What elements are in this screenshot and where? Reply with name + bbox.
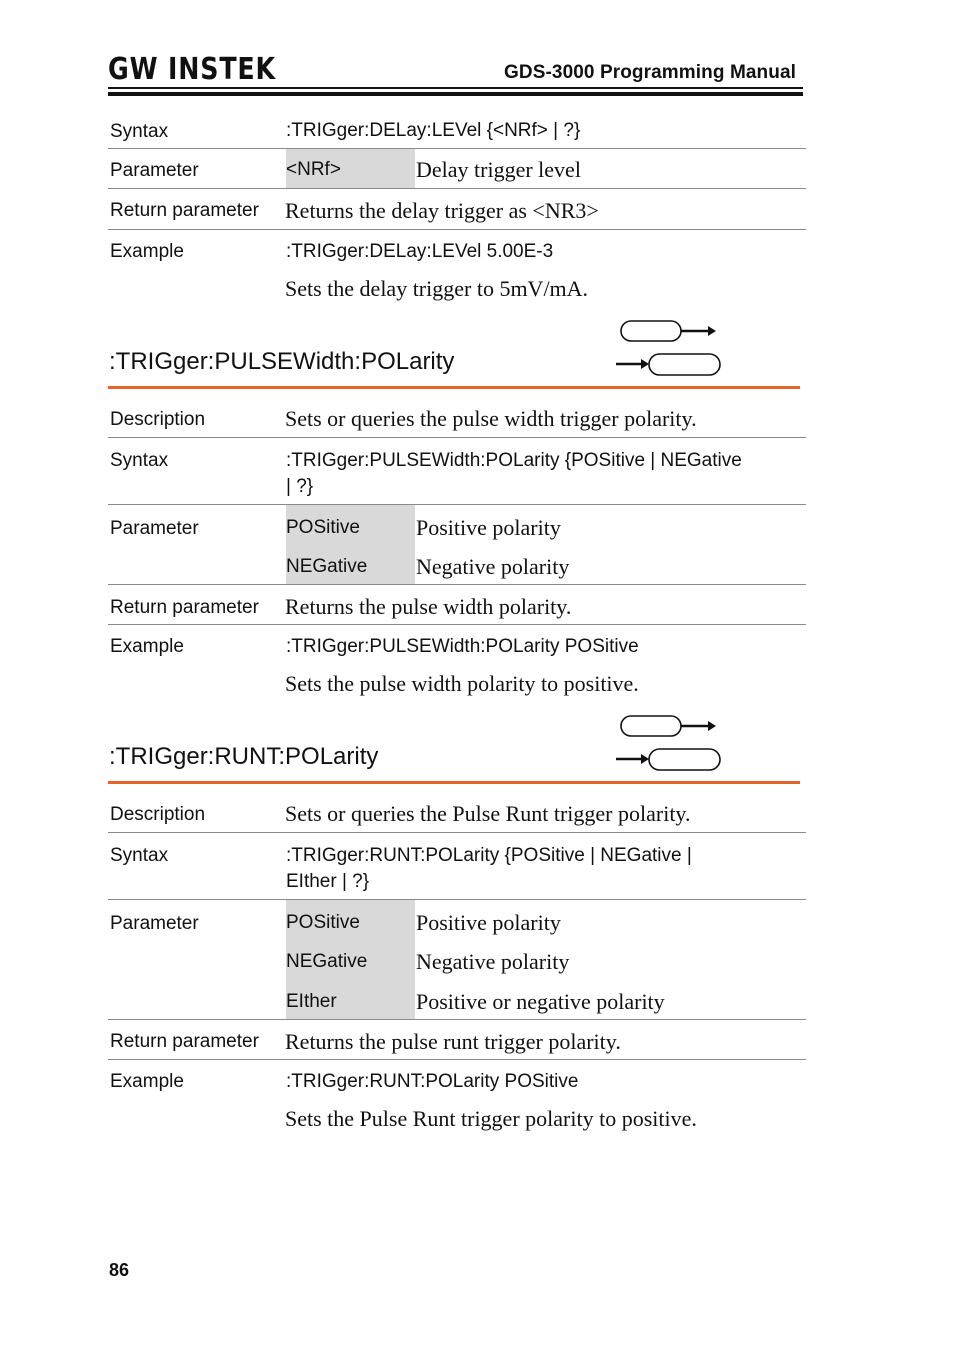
- example-description: Sets the pulse width polarity to positive.: [285, 671, 639, 696]
- param-desc: Positive polarity: [416, 515, 561, 540]
- return-text: Returns the pulse runt trigger polarity.: [285, 1029, 621, 1054]
- param-name: EIther: [286, 991, 337, 1012]
- pulse-example-row: [108, 625, 806, 705]
- set-query-icon: [612, 713, 724, 779]
- pulse-return-row: [108, 585, 806, 625]
- runt-syntax-row: [108, 833, 806, 900]
- section-rule: [108, 781, 800, 784]
- example-description: Sets the Pulse Runt trigger polarity to positive.: [285, 1106, 697, 1131]
- syntax-text: :TRIGger:DELay:LEVel {<NRf> | ?}: [286, 120, 581, 141]
- return-text: Returns the delay trigger as <NR3>: [285, 198, 599, 223]
- return-parameter-label: Return parameter: [110, 597, 259, 618]
- section-title: :TRIGger:RUNT:POLarity: [109, 743, 379, 770]
- return-parameter-label: Return parameter: [110, 1031, 259, 1052]
- example-label: Example: [110, 241, 184, 262]
- header-rule-thin: [108, 87, 803, 89]
- runt-parameter-row: [108, 900, 806, 1020]
- syntax-line-2: EIther | ?}: [286, 871, 370, 892]
- pulse-parameter-row: [108, 505, 806, 585]
- example-command: :TRIGger:DELay:LEVel 5.00E-3: [286, 241, 554, 262]
- syntax-label: Syntax: [110, 845, 169, 866]
- param-desc: Positive or negative polarity: [416, 989, 665, 1014]
- description-text: Sets or queries the pulse width trigger polarity.: [285, 406, 697, 431]
- svg-text:GW INSTEK: GW INSTEK: [108, 52, 277, 87]
- syntax-label: Syntax: [110, 121, 169, 142]
- delay-return-row: [108, 189, 806, 230]
- param-name: NEGative: [286, 556, 368, 577]
- param-desc: Negative polarity: [416, 949, 570, 974]
- example-description: Sets the delay trigger to 5mV/mA.: [285, 276, 589, 301]
- runt-description-row: [108, 794, 806, 833]
- param-name: NEGative: [286, 951, 368, 972]
- param-desc: Negative polarity: [416, 554, 570, 579]
- return-parameter-label: Return parameter: [110, 200, 259, 221]
- syntax-line-1: :TRIGger:PULSEWidth:POLarity {POSitive | NEGative: [286, 450, 742, 471]
- page-number: 86: [109, 1260, 130, 1280]
- runt-return-row: [108, 1020, 806, 1060]
- delay-syntax-row: [108, 112, 806, 149]
- delay-example-row: [108, 230, 806, 310]
- syntax-label: Syntax: [110, 450, 169, 471]
- example-command: :TRIGger:RUNT:POLarity POSitive: [286, 1071, 579, 1092]
- header-rule-thick: [108, 92, 803, 96]
- pulse-syntax-row: [108, 438, 806, 505]
- param-name: POSitive: [286, 517, 360, 538]
- parameter-label: Parameter: [110, 160, 199, 181]
- param-desc: Positive polarity: [416, 910, 561, 935]
- syntax-line-1: :TRIGger:RUNT:POLarity {POSitive | NEGative |: [286, 845, 692, 866]
- gw-instek-logo: [108, 52, 278, 87]
- runt-example-row: [108, 1060, 806, 1140]
- parameter-label: Parameter: [110, 913, 199, 934]
- example-command: :TRIGger:PULSEWidth:POLarity POSitive: [286, 636, 639, 657]
- description-label: Description: [110, 409, 206, 430]
- return-text: Returns the pulse width polarity.: [285, 594, 572, 619]
- section-title: :TRIGger:PULSEWidth:POLarity: [109, 348, 455, 375]
- parameter-label: Parameter: [110, 518, 199, 539]
- pulse-description-row: [108, 399, 806, 438]
- syntax-line-2: | ?}: [286, 476, 314, 497]
- set-query-icon: [612, 318, 724, 384]
- example-label: Example: [110, 636, 184, 657]
- manual-title: GDS-3000 Programming Manual: [504, 62, 796, 83]
- param-desc: Delay trigger level: [416, 157, 581, 182]
- delay-parameter-row: [108, 149, 806, 189]
- description-text: Sets or queries the Pulse Runt trigger polarity.: [285, 801, 691, 826]
- param-name: POSitive: [286, 912, 360, 933]
- param-name: <NRf>: [286, 159, 341, 180]
- example-label: Example: [110, 1071, 184, 1092]
- description-label: Description: [110, 804, 206, 825]
- section-rule: [108, 386, 800, 389]
